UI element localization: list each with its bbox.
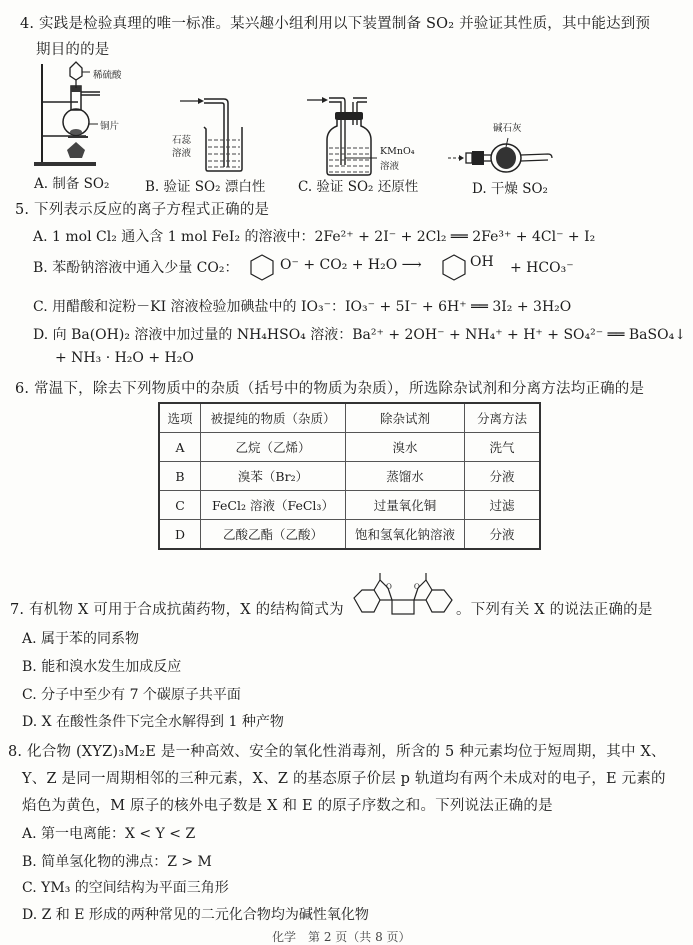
q4-option-c: C. 验证 SO₂ 还原性	[298, 179, 419, 195]
label-copper-sheet: 铜片	[100, 121, 120, 132]
q5-option-d-line2: + NH₃ · H₂O + H₂O	[55, 350, 194, 366]
apparatus-c-diagram	[305, 90, 385, 180]
q5-option-d-line1: D. 向 Ba(OH)₂ 溶液中加过量的 NH₄HSO₄ 溶液：Ba²⁺ + 2OH⁻ + NH₄⁺ + H⁺ + SO₄²⁻ ══ BaSO₄↓	[33, 327, 686, 343]
q7-option-a: A. 属于苯的同系物	[22, 631, 140, 647]
cell-reagent: 蒸馏水	[346, 462, 465, 491]
q7-stem-part1: 7. 有机物 X 可用于合成抗菌药物，X 的结构简式为	[10, 602, 344, 618]
cell-method: 分液	[465, 462, 541, 491]
q7-stem-part2: 。下列有关 X 的说法正确的是	[456, 602, 653, 618]
q8-option-d: D. Z 和 E 形成的两种常见的二元化合物均为碱性氧化物	[22, 907, 369, 923]
svg-text:O: O	[414, 582, 420, 591]
cell-option: C	[159, 491, 201, 520]
q8-stem-line2: Y、Z 是同一周期相邻的三种元素，X、Z 的基态原子价层 p 轨道均有两个未成对的电子，E 元素的	[22, 771, 666, 787]
q6-stem: 6. 常温下，除去下列物质中的杂质（括号中的物质为杂质），所选除杂试剂和分离方法均正确的是	[15, 381, 645, 397]
q5-option-b-end: + HCO₃⁻	[510, 260, 574, 276]
cell-reagent: 饱和氢氧化钠溶液	[346, 520, 465, 550]
table-row	[159, 491, 540, 520]
label-dilute-sulfuric-acid: 稀硫酸	[93, 70, 122, 81]
cell-option: B	[159, 462, 201, 491]
label-soda-lime: 碱石灰	[493, 123, 522, 134]
q8-stem-line1: 8. 化合物 (XYZ)₃M₂E 是一种高效、安全的氧化性消毒剂，所含的 5 种元素均位于短周期，其中 X、	[8, 744, 666, 760]
q5-option-b-prefix: B. 苯酚钠溶液中通入少量 CO₂：	[33, 260, 239, 276]
cell-substance: 乙酸乙酯（乙酸）	[201, 520, 346, 550]
table-row	[159, 520, 540, 550]
table-row	[159, 462, 540, 491]
q8-option-c: C. YM₃ 的空间结构为平面三角形	[22, 880, 229, 896]
q8-option-a: A. 第一电离能：X < Y < Z	[22, 826, 196, 842]
page-footer: 化学 第 2 页（共 8 页）	[272, 930, 411, 944]
apparatus-a-diagram	[30, 62, 140, 172]
table-header-row	[159, 403, 540, 433]
q7-option-b: B. 能和溴水发生加成反应	[22, 659, 182, 675]
q5-stem: 5. 下列表示反应的离子方程式正确的是	[15, 202, 270, 218]
cell-option: A	[159, 433, 201, 462]
cell-option: D	[159, 520, 201, 550]
q6-table	[158, 402, 541, 550]
q5-option-c: C. 用醋酸和淀粉－KI 溶液检验加碘盐中的 IO₃⁻：IO₃⁻ + 5I⁻ + 6H⁺ ══ 3I₂ + 3H₂O	[33, 299, 572, 315]
q4-stem-line2: 期目的的是	[36, 42, 110, 58]
label-kmno4-solution: 溶液	[380, 161, 400, 172]
cell-method: 分液	[465, 520, 541, 550]
cell-reagent: 过量氧化铜	[346, 491, 465, 520]
q7-option-d: D. X 在酸性条件下完全水解得到 1 种产物	[22, 714, 284, 730]
cell-substance: FeCl₂ 溶液（FeCl₃）	[201, 491, 346, 520]
q8-option-b: B. 简单氢化物的沸点：Z > M	[22, 854, 212, 870]
apparatus-d-diagram	[448, 130, 558, 175]
header-reagent: 除杂试剂	[346, 403, 465, 433]
table-row	[159, 433, 540, 462]
q5-option-b-oh: OH	[470, 254, 494, 270]
q7-option-c: C. 分子中至少有 7 个碳原子共平面	[22, 687, 241, 703]
svg-text:O: O	[386, 582, 392, 591]
q5-option-a: A. 1 mol Cl₂ 通入含 1 mol FeI₂ 的溶液中：2Fe²⁺ + 2I⁻ + 2Cl₂ ══ 2Fe³⁺ + 4Cl⁻ + I₂	[33, 229, 596, 245]
label-kmno4: KMnO₄	[380, 146, 415, 157]
q4-stem-line1: 4. 实践是检验真理的唯一标准。某兴趣小组利用以下装置制备 SO₂ 并验证其性质，其中能达到预	[20, 16, 651, 32]
cell-substance: 乙烷（乙烯）	[201, 433, 346, 462]
cell-method: 洗气	[465, 433, 541, 462]
q5-option-b-middle: O⁻ + CO₂ + H₂O ⟶	[280, 257, 422, 273]
cell-method: 过滤	[465, 491, 541, 520]
cell-substance: 溴苯（Br₂）	[201, 462, 346, 491]
phenol-ring-icon	[440, 253, 468, 281]
q8-stem-line3: 焰色为黄色，M 原子的核外电子数是 X 和 E 的原子序数之和。下列说法正确的是	[22, 798, 553, 814]
compound-x-structure-diagram	[350, 572, 456, 618]
q4-option-a: A. 制备 SO₂	[34, 176, 110, 192]
q4-option-d: D. 干燥 SO₂	[472, 181, 548, 197]
header-option: 选项	[159, 403, 201, 433]
q4-option-b: B. 验证 SO₂ 漂白性	[145, 179, 266, 195]
label-litmus-solution-2: 溶液	[172, 148, 192, 159]
cell-reagent: 溴水	[346, 433, 465, 462]
header-substance: 被提纯的物质（杂质）	[201, 403, 346, 433]
phenoxide-ring-icon	[248, 253, 276, 281]
header-method: 分离方法	[465, 403, 541, 433]
label-litmus-solution-1: 石蕊	[172, 135, 192, 146]
